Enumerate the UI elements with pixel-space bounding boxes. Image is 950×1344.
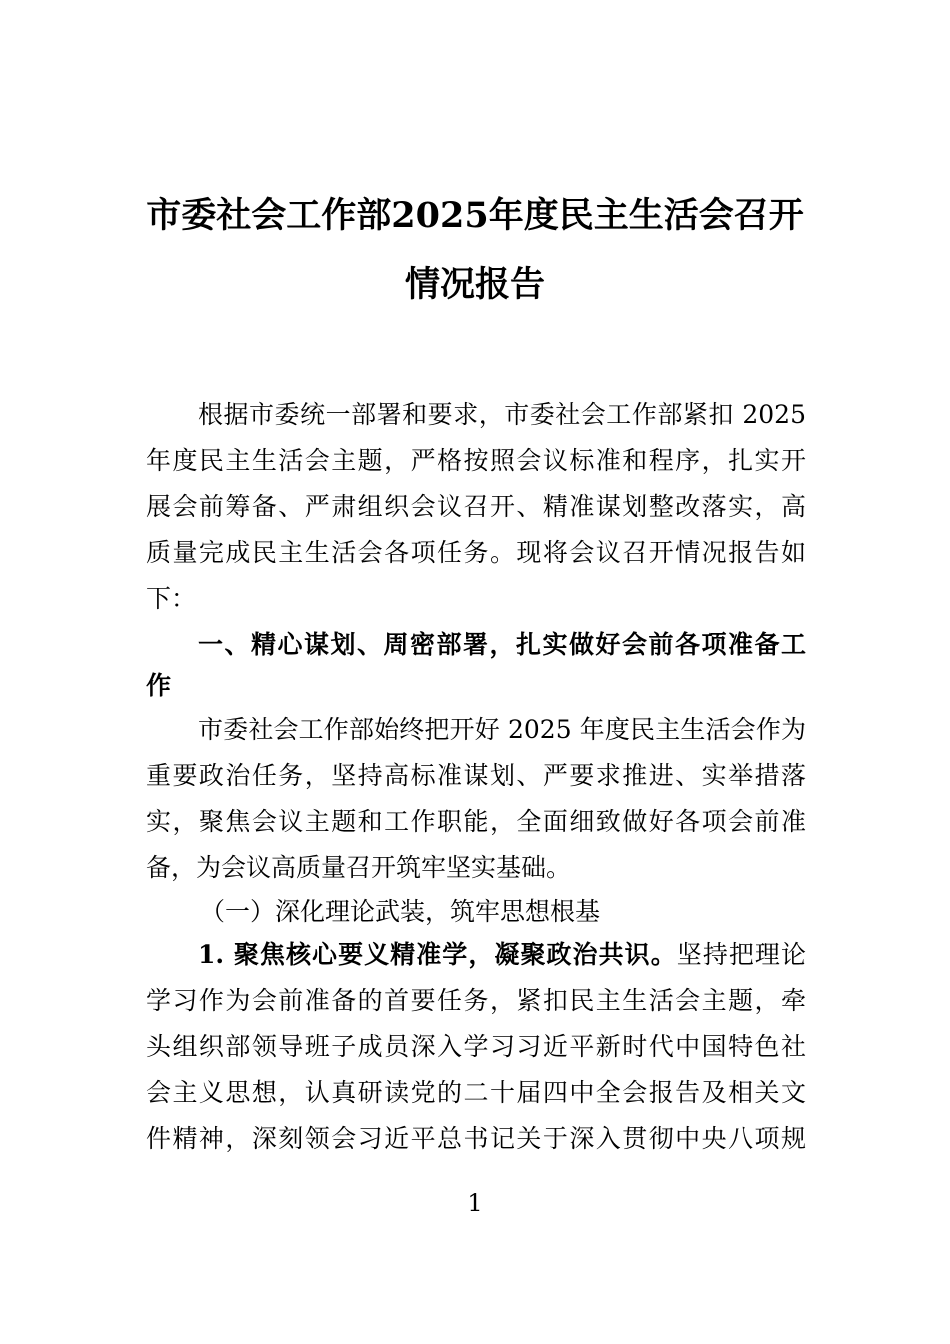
intro-line-1: 根据市委统一部署和要求，市委社会工作部紧扣 2025 [198,400,806,429]
item-1-rest: 坚持把理论 [676,940,806,969]
intro-line-4: 质量完成民主生活会各项任务。现将会议召开情况报告如 [146,538,806,567]
item-1-line-5: 件精神，深刻领会习近平总书记关于深入贯彻中央八项规 [146,1124,806,1153]
section-1-para-line-4: 备，为会议高质量召开筑牢坚实基础。 [146,853,572,882]
item-1-line-3: 头组织部领导班子成员深入学习习近平新时代中国特色社 [146,1032,806,1061]
subsection-1-heading: （一）深化理论武装，筑牢思想根基 [200,897,601,926]
item-1-line-2: 学习作为会前准备的首要任务，紧扣民主生活会主题，牵 [146,986,806,1015]
item-1-line-1 [198,937,806,973]
page-number: 1 [467,1189,483,1217]
section-1-heading-line-2: 作 [146,671,172,700]
section-1-para-line-2: 重要政治任务，坚持高标准谋划、严要求推进、实举措落 [146,761,806,790]
section-1-para-line-1: 市委社会工作部始终把开好 2025 年度民主生活会作为 [198,715,806,744]
section-1-heading-line-1: 一、精心谋划、周密部署，扎实做好会前各项准备工 [198,630,806,659]
item-1-line-4: 会主义思想，认真研读党的二十届四中全会报告及相关文 [146,1078,806,1107]
intro-line-5: 下： [146,584,197,613]
intro-line-3: 展会前筹备、严肃组织会议召开、精准谋划整改落实，高 [146,492,806,521]
document-title-line-1: 市委社会工作部2025年度民主生活会召开 [146,195,804,236]
intro-line-2: 年度民主生活会主题，严格按照会议标准和程序，扎实开 [146,446,806,475]
item-1-bold-lead: 1. 聚焦核心要义精准学，凝聚政治共识。 [198,940,677,969]
section-1-para-line-3: 实，聚焦会议主题和工作职能，全面细致做好各项会前准 [146,807,806,836]
document-title-line-2: 情况报告 [404,264,545,305]
